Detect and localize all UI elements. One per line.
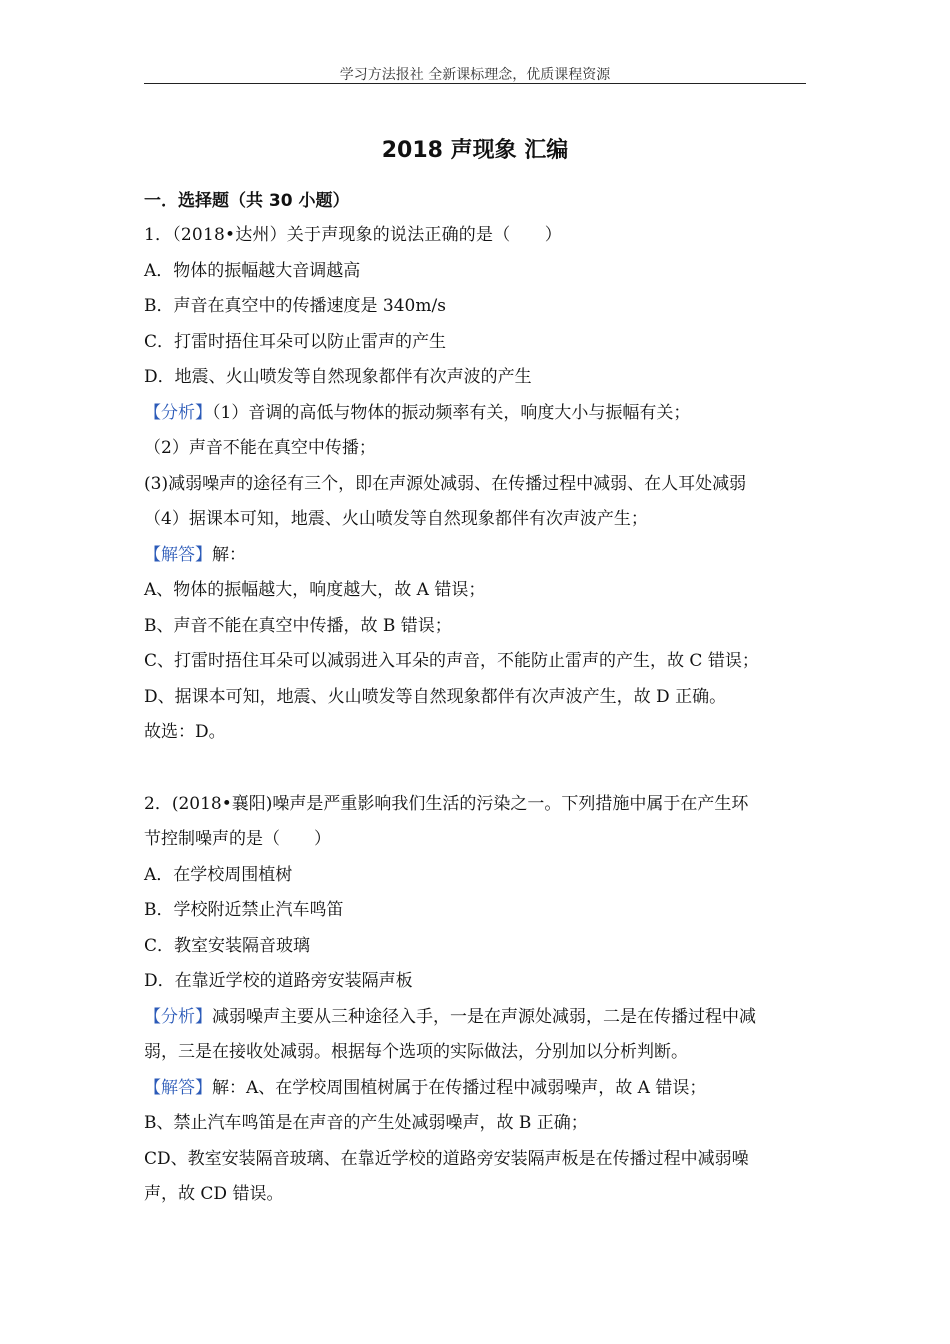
question-1-option-a: A．物体的振幅越大音调越高 xyxy=(144,260,361,281)
page-header: 学习方法报社 全新课标理念，优质课程资源 xyxy=(339,67,611,83)
question-1-stem: 1．（2018•达州）关于声现象的说法正确的是（ ） xyxy=(144,225,563,245)
question-2-answer-cd-2: 声，故 CD 错误。 xyxy=(144,1184,284,1204)
question-spacer xyxy=(144,751,808,787)
question-2-option-d: D．在靠近学校的道路旁安装隔声板 xyxy=(144,971,413,991)
question-2-stem-2: 节控制噪声的是（ ） xyxy=(144,829,331,849)
question-1-analysis-2: （2）声音不能在真空中传播； xyxy=(144,438,376,458)
section-heading: 一．选择题（共 30 小题） xyxy=(144,191,350,211)
header-divider xyxy=(144,83,806,84)
question-1-answer-b: B、声音不能在真空中传播，故 B 错误； xyxy=(144,615,452,636)
question-1-option-d: D．地震、火山喷发等自然现象都伴有次声波的产生 xyxy=(144,367,532,387)
analysis-text: 减弱噪声主要从三种途径入手，一是在声源处减弱，二是在传播过程中减 xyxy=(212,1006,756,1027)
answer-lead: 解： xyxy=(212,544,246,565)
question-2-option-c: C．教室安装隔音玻璃 xyxy=(144,935,311,956)
question-2-option-b: B．学校附近禁止汽车鸣笛 xyxy=(144,900,344,920)
question-2-answer-cd-1: CD、教室安装隔音玻璃、在靠近学校的道路旁安装隔声板是在传播过程中减弱噪 xyxy=(144,1148,749,1169)
question-1-option-c: C．打雷时捂住耳朵可以防止雷声的产生 xyxy=(144,331,447,352)
question-2-stem-1: 2．(2018•襄阳)噪声是严重影响我们生活的污染之一。下列措施中属于在产生环 xyxy=(144,793,749,814)
question-1-answer-line xyxy=(144,538,808,574)
analysis-text: （1）音调的高低与物体的振动频率有关，响度大小与振幅有关； xyxy=(212,402,691,423)
question-1-final-choice: 故选：D。 xyxy=(144,722,226,742)
question-1-option-b: B．声音在真空中的传播速度是 340m/s xyxy=(144,296,446,316)
document-body xyxy=(144,218,808,1213)
question-2-answer-b: B、禁止汽车鸣笛是在声音的产生处减弱噪声，故 B 正确； xyxy=(144,1113,588,1133)
answer-tag: 【解答】 xyxy=(144,1077,212,1098)
question-1-answer-a: A、物体的振幅越大，响度越大，故 A 错误； xyxy=(144,580,486,600)
question-1-analysis-3: (3)减弱噪声的途径有三个，即在声源处减弱、在传播过程中减弱、在人耳处减弱 xyxy=(144,473,747,494)
document-title: 2018 声现象 汇编 xyxy=(381,138,569,163)
answer-text: 解：A、在学校周围植树属于在传播过程中减弱噪声，故 A 错误； xyxy=(212,1077,707,1098)
analysis-tag: 【分析】 xyxy=(144,1006,212,1027)
question-1-analysis-line xyxy=(144,396,808,432)
question-2-analysis-2: 弱，三是在接收处减弱。根据每个选项的实际做法，分别加以分析判断。 xyxy=(144,1042,688,1062)
question-1-answer-d: D、据课本可知，地震、火山喷发等自然现象都伴有次声波产生，故 D 正确。 xyxy=(144,686,727,707)
question-2-analysis-line xyxy=(144,1000,808,1036)
analysis-tag: 【分析】 xyxy=(144,402,212,423)
answer-tag: 【解答】 xyxy=(144,544,212,565)
question-1-analysis-4: （4）据课本可知，地震、火山喷发等自然现象都伴有次声波产生； xyxy=(144,509,648,529)
question-1-answer-c: C、打雷时捂住耳朵可以减弱进入耳朵的声音，不能防止雷声的产生，故 C 错误； xyxy=(144,651,759,671)
question-2-answer-line xyxy=(144,1071,808,1107)
question-2-option-a: A．在学校周围植树 xyxy=(144,864,293,885)
